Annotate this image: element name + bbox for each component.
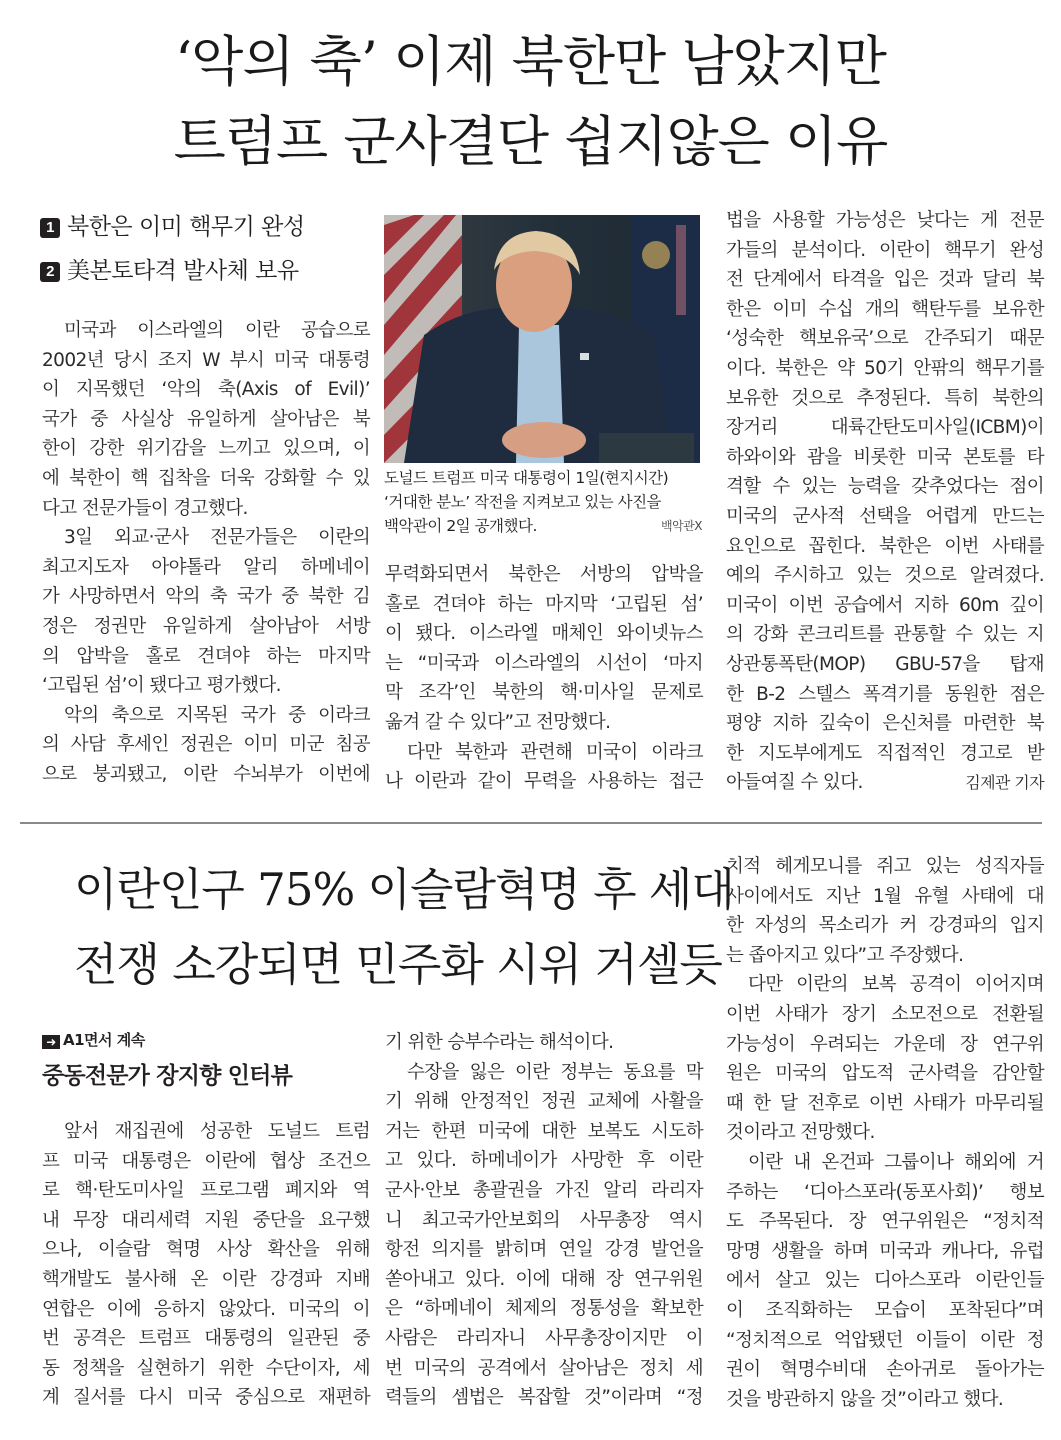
text-line: 연합은 이에 응하지 않았다. 미국의 이	[42, 1298, 370, 1320]
text-line: 상관통폭탄(MOP) GBU-57을 탑재	[726, 653, 1044, 675]
text-line: 번 미국의 공격에서 살아남은 정치 세	[385, 1357, 703, 1379]
interview-title: 중동전문가 장지향 인터뷰	[42, 1063, 293, 1089]
text-line: 이 지목했던 ‘악의 축(Axis of Evil)’	[42, 379, 370, 401]
article-divider	[20, 822, 1042, 824]
text-line: 력들의 셈법은 복잡할 것”이라며 “정	[385, 1387, 703, 1409]
text-line: 군사·안보 총괄권을 가진 알리 라리자	[385, 1179, 703, 1201]
number-badge-1-icon: 1	[40, 218, 60, 238]
article1-column-2	[385, 560, 703, 797]
text-line: 망명 생활을 하며 미국과 캐나다, 유럽	[726, 1240, 1044, 1262]
text-line: 이란 내 온건파 그룹이나 해외에 거	[748, 1151, 1044, 1173]
text-line: 는 좁아지고 있다”고 주장했다.	[726, 944, 964, 966]
text-line: 아들여질 수 있다.	[726, 772, 863, 794]
text-line: 다고 전문가들이 경고했다.	[42, 497, 248, 519]
text-line: 것을 방관하지 않을 것”이라고 했다.	[726, 1388, 1004, 1410]
article1-subhead-1	[40, 210, 305, 244]
text-line: 다만 북한과 관련해 미국이 이라크	[407, 741, 703, 763]
caption-line: ‘거대한 분노’ 작전을 지켜보고 있는 사진을	[384, 493, 662, 511]
article1-column-1	[42, 316, 370, 790]
last-line-with-byline	[726, 768, 1044, 798]
text-line: 으로 붕괴됐고, 이란 수뇌부가 이번에	[42, 763, 370, 785]
text-line: 미국과 이스라엘의 이란 공습으로	[64, 320, 370, 341]
text-line: 항전 의지를 밝히며 연일 강경 발언을	[385, 1239, 703, 1261]
text-line: 무력화되면서 북한은 서방의 압박을	[385, 564, 703, 585]
article1-headline-line1: ‘악의 축’ 이제 북한만 남았지만	[175, 30, 886, 93]
text-line: 기 위한 승부수라는 해석이다.	[385, 1032, 614, 1053]
continued-text: A1면서 계속	[63, 1031, 145, 1049]
text-line: 는 “미국과 이스라엘의 시선이 ‘마지	[385, 652, 703, 674]
article2-column-3	[726, 852, 1044, 1414]
text-line: 예의 주시하고 있는 것으로 알려졌다.	[726, 565, 1044, 587]
article1-column-3	[726, 206, 1044, 798]
text-line: 가능성이 우려되는 가운데 장 연구위	[726, 1033, 1044, 1055]
text-line: ‘고립된 섬’이 됐다고 평가했다.	[42, 675, 281, 697]
text-line: 이 조직화하는 모습이 포착된다”며	[726, 1299, 1044, 1321]
text-line: 계 질서를 다시 미국 중심으로 재편하	[42, 1387, 370, 1409]
byline: 김제관 기자	[965, 773, 1044, 793]
text-line: 동 정책을 실현하기 위한 수단이자, 세	[42, 1357, 370, 1379]
arrow-right-icon: ➜	[42, 1035, 60, 1049]
text-line: 것이라고 전망했다.	[726, 1122, 875, 1144]
text-line: 다만 이란의 보복 공격이 이어지며	[748, 974, 1044, 996]
trump-photo	[384, 215, 700, 463]
text-line: 쏟아내고 있다. 이에 대해 장 연구위원	[385, 1268, 703, 1290]
article2-headline-line1: 이란인구 75% 이슬람혁명 후 세대	[74, 863, 734, 916]
article2-headline-line2: 전쟁 소강되면 민주화 시위 거셀듯	[74, 938, 722, 991]
text-line: 악의 축으로 지목된 국가 중 이라크	[64, 704, 370, 726]
text-line: 핵개발도 불사해 온 이란 강경파 지배	[42, 1268, 370, 1290]
text-line: 옮겨 갈 수 있다”고 전망했다.	[385, 711, 611, 733]
photo-image-icon	[384, 215, 700, 463]
text-line: 최고지도자 아야톨라 알리 하메네이	[42, 556, 370, 578]
article2-column-1	[42, 1117, 370, 1413]
text-line: 은 “하메네이 체제의 정통성을 확보한	[385, 1298, 703, 1320]
text-line: 의 사담 후세인 정권은 이미 미군 침공	[42, 734, 370, 756]
text-line: 의 압박을 홀로 견뎌야 하는 마지막	[42, 645, 370, 667]
article1-subhead-2	[40, 254, 299, 288]
text-line: 홀로 견뎌야 하는 마지막 ‘고립된 섬’	[385, 593, 703, 615]
text-line: 한이 강한 위기감을 느끼고 있으며, 이	[42, 438, 370, 460]
text-line: 이다. 북한은 약 50기 안팎의 핵무기를	[726, 357, 1044, 379]
text-line: 수장을 잃은 이란 정부는 동요를 막	[407, 1061, 703, 1083]
text-line: 가 사망하면서 악의 축 국가 중 북한 김	[42, 586, 370, 608]
text-line: 평양 지하 깊숙이 은신처를 마련한 북	[726, 713, 1044, 735]
text-line: 거는 한편 미국에 대한 보복도 시도하	[385, 1120, 703, 1142]
text-line: ‘성숙한 핵보유국’으로 간주되기 때문	[726, 328, 1044, 350]
text-line: 로 핵·탄도미사일 프로그램 폐지와 역	[42, 1180, 370, 1202]
text-line: 고 있다. 하메네이가 사망한 후 이란	[385, 1150, 703, 1172]
caption-line: 도널드 트럼프 미국 대통령이 1일(현지시간)	[384, 469, 669, 487]
text-line: 2002년 당시 조지 W 부시 미국 대통령	[42, 349, 370, 371]
subhead-text: 美본토타격 발사체 보유	[67, 258, 299, 284]
text-line: 사람은 라리자니 사무총장이지만 이	[385, 1327, 703, 1349]
caption-line-with-credit	[384, 514, 702, 538]
text-line: 보유한 것으로 추정된다. 특히 북한의	[726, 387, 1044, 409]
article1-headline-line2: 트럼프 군사결단 쉽지않은 이유	[173, 110, 888, 173]
text-line: 원은 미국의 압도적 군사력을 감안할	[726, 1063, 1044, 1085]
text-line: “정치적으로 억압됐던 이들이 이란 정	[726, 1329, 1044, 1351]
text-line: 번 공격은 트럼프 대통령의 일관된 중	[42, 1328, 370, 1350]
text-line: 내 무장 대리세력 지원 중단을 요구했	[42, 1209, 370, 1231]
text-line: 의 강화 콘크리트를 관통할 수 있는 지	[726, 624, 1044, 646]
text-line: 으나, 이슬람 혁명 사상 확산을 위해	[42, 1239, 370, 1261]
text-line: 가들의 분석이다. 이란이 핵무기 완성	[726, 239, 1044, 261]
text-line: 프 미국 대통령은 이란에 협상 조건으	[42, 1150, 370, 1172]
text-line: 국가 중 사실상 유일하게 살아남은 북	[42, 408, 370, 430]
article2-column-2	[385, 1028, 703, 1413]
text-line: 치적 헤게모니를 쥐고 있는 성직자들	[726, 856, 1044, 877]
continued-from-label	[42, 1029, 145, 1051]
text-line: 나 이란과 같이 무력을 사용하는 접근	[385, 771, 703, 793]
text-line: 에서 살고 있는 디아스포라 이란인들	[726, 1270, 1044, 1292]
text-line: 한 B-2 스텔스 폭격기를 동원한 점은	[726, 683, 1044, 705]
text-line: 막 조각’인 북한의 핵·미사일 문제로	[385, 682, 703, 704]
text-line: 에 북한이 핵 집착을 더욱 강화할 수 있	[42, 467, 370, 489]
photo-credit: 백악관X	[661, 519, 702, 533]
text-line: 사이에서도 지난 1월 유혈 사태에 대	[726, 885, 1044, 907]
text-line: 도 주목된다. 장 연구위원은 “정치적	[726, 1211, 1044, 1233]
text-line: 전 단계에서 타격을 입은 것과 달리 북	[726, 269, 1044, 291]
text-line: 때 한 달 전후로 이번 사태가 마무리될	[726, 1092, 1044, 1114]
text-line: 니 최고국가안보회의 사무총장 역시	[385, 1209, 703, 1231]
text-line: 정은 정권만 유일하게 살아남아 서방	[42, 615, 370, 637]
text-line: 앞서 재집권에 성공한 도널드 트럼	[64, 1121, 370, 1142]
text-line: 주하는 ‘디아스포라(동포사회)’ 행보	[726, 1181, 1044, 1203]
text-line: 하와이와 괌을 비롯한 미국 본토를 타	[726, 446, 1044, 468]
photo-caption	[384, 466, 702, 538]
text-line: 격할 수 있는 능력을 갖추었다는 점이	[726, 476, 1044, 498]
text-line: 3일 외교·군사 전문가들은 이란의	[64, 527, 370, 549]
text-line: 법을 사용할 가능성은 낮다는 게 전문	[726, 210, 1044, 231]
text-line: 이 됐다. 이스라엘 매체인 와이넷뉴스	[385, 623, 703, 645]
number-badge-2-icon: 2	[40, 262, 60, 282]
text-line: 기 위해 안정적인 정권 교체에 사활을	[385, 1091, 703, 1113]
text-line: 권이 혁명수비대 손아귀로 돌아가는	[726, 1359, 1044, 1381]
text-line: 한은 이미 수십 개의 핵탄두를 보유한	[726, 298, 1044, 320]
caption-line: 백악관이 2일 공개했다.	[384, 517, 537, 535]
subhead-text: 북한은 이미 핵무기 완성	[67, 214, 305, 240]
text-line: 요인으로 꼽힌다. 북한은 이번 사태를	[726, 535, 1044, 557]
text-line: 한 지도부에게도 직접적인 경고로 받	[726, 742, 1044, 764]
text-line: 이번 사태가 장기 소모전으로 전환될	[726, 1003, 1044, 1025]
text-line: 미국이 이번 공습에서 지하 60m 깊이	[726, 594, 1044, 616]
text-line: 장거리 대륙간탄도미사일(ICBM)이	[726, 417, 1044, 439]
text-line: 한 자성의 목소리가 커 강경파의 입지	[726, 915, 1044, 937]
text-line: 미국의 군사적 선택을 어렵게 만드는	[726, 505, 1044, 527]
